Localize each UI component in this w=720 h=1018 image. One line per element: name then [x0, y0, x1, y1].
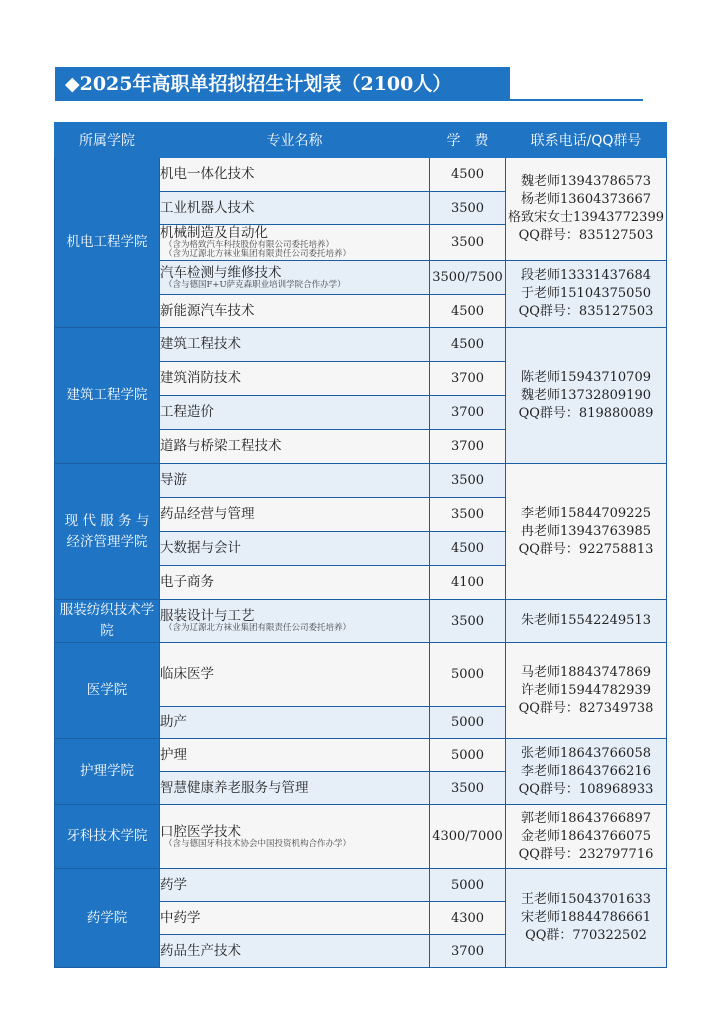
contact-line: 格致宋女士13943772399: [508, 210, 664, 225]
major-cell: [160, 192, 430, 225]
major-name: 机电一体化技术: [160, 166, 255, 182]
college-name: 护理学院: [80, 763, 134, 779]
major-name: 工业机器人技术: [160, 199, 255, 216]
major-name: 助产: [160, 714, 187, 730]
fee-cell: 3700: [430, 430, 506, 464]
college-name: 药学院: [86, 909, 128, 926]
fee-cell: 3700: [430, 362, 506, 396]
fee-cell: 5000: [430, 707, 506, 739]
contact-line: QQ群号：922758813: [518, 541, 654, 557]
major-cell: [160, 643, 430, 707]
major-name: 新能源汽车技术: [160, 302, 255, 319]
table-row: [55, 328, 667, 362]
fee-cell: 4500: [430, 295, 506, 328]
fee-cell: 4500: [430, 532, 506, 566]
fee-cell: 5000: [430, 869, 506, 902]
major-cell: [160, 396, 430, 430]
table-body: [55, 158, 667, 968]
major-name: 导游: [160, 472, 187, 488]
college-cell: [55, 328, 160, 464]
major-cell: [160, 430, 430, 464]
college-name: 牙科技术学院: [66, 828, 148, 844]
contact-cell: [506, 328, 667, 464]
header-college: 所属学院: [55, 123, 160, 158]
major-name: 建筑工程技术: [160, 336, 241, 352]
table-row: [55, 869, 667, 902]
college-cell: [55, 600, 160, 643]
major-cell: [160, 464, 430, 498]
contact-line: 郭老师18643766897: [521, 810, 651, 826]
table-row: [55, 600, 667, 643]
fee-cell: 3500: [430, 192, 506, 225]
contact-line: 朱老师15542249513: [521, 613, 651, 628]
major-name: 临床医学: [160, 666, 214, 682]
contact-line: QQ群号：827349738: [518, 700, 654, 716]
major-name: 工程造价: [160, 404, 214, 420]
major-cell: [160, 261, 430, 295]
contact-line: 李老师18643766216: [521, 763, 651, 779]
contact-line: 于老师15104375050: [521, 286, 651, 301]
fee-cell: 3500/7500: [430, 261, 506, 295]
contact-line: 冉老师13943763985: [521, 523, 651, 539]
major-cell: [160, 805, 430, 869]
contact-line: 王老师15043701633: [521, 892, 651, 907]
major-note: （含与德国牙科技术协会中国投资机构合作办学）: [164, 838, 352, 849]
contact-cell: [506, 739, 667, 805]
college-name: 经济管理学院: [66, 533, 148, 550]
header-major: 专业名称: [160, 123, 430, 158]
table-row: [55, 805, 667, 869]
college-cell: [55, 739, 160, 805]
contact-line: 宋老师18844786661: [521, 910, 651, 925]
college-name: 医学院: [86, 682, 128, 698]
college-cell: [55, 805, 160, 869]
college-cell: [55, 869, 160, 968]
enrollment-plan-table: [54, 122, 667, 968]
major-name: 中药学: [160, 909, 201, 926]
page-title: ◆2025年高职单招拟招生计划表（2100人）: [55, 67, 510, 101]
fee-cell: 4100: [430, 566, 506, 600]
contact-line: QQ群号：835127503: [518, 228, 654, 243]
college-name: 服装纺织技术学院: [59, 602, 155, 639]
header-fee: 学 费: [430, 123, 506, 158]
major-note: （含为辽源北方袜业集团有限责任公司委托培养）: [164, 623, 352, 633]
major-name: 药品生产技术: [160, 942, 241, 959]
contact-cell: [506, 805, 667, 869]
contact-line: 金老师18643766075: [521, 828, 651, 844]
contact-line: QQ群号：835127503: [518, 304, 654, 319]
major-cell: [160, 600, 430, 643]
fee-cell: 3500: [430, 772, 506, 805]
table-row: [55, 643, 667, 707]
fee-cell: 3700: [430, 935, 506, 968]
major-note: （含为辽源北方袜业集团有限责任公司委托培养）: [164, 249, 352, 259]
college-cell: [55, 464, 160, 600]
table-row: [55, 464, 667, 498]
major-cell: [160, 158, 430, 192]
major-cell: [160, 935, 430, 968]
contact-cell: [506, 869, 667, 968]
major-name: 建筑消防技术: [160, 370, 241, 386]
major-cell: [160, 902, 430, 935]
fee-cell: 4300: [430, 902, 506, 935]
contact-line: 张老师18643766058: [521, 745, 651, 761]
major-name: 电子商务: [160, 574, 214, 590]
fee-cell: 4500: [430, 158, 506, 192]
contact-line: 许老师15944782939: [521, 682, 651, 698]
college-cell: [55, 158, 160, 328]
major-name: 机械制造及自动化: [160, 225, 268, 241]
fee-cell: 3700: [430, 396, 506, 430]
major-name: 大数据与会计: [160, 540, 241, 556]
contact-line: 李老师15844709225: [521, 505, 651, 521]
fee-cell: 5000: [430, 643, 506, 707]
contact-line: 陈老师15943710709: [521, 369, 651, 385]
contact-cell: [506, 643, 667, 739]
major-note: （含与德国F+U萨克森职业培训学院合作办学）: [164, 279, 346, 290]
fee-cell: 5000: [430, 739, 506, 772]
major-name: 护理: [160, 746, 187, 763]
major-cell: [160, 362, 430, 396]
contact-line: QQ群号：819880089: [518, 405, 654, 421]
major-name: 药品经营与管理: [160, 506, 255, 522]
contact-line: 魏老师13732809190: [521, 387, 651, 403]
major-cell: [160, 707, 430, 739]
fee-cell: 4300/7000: [430, 805, 506, 869]
contact-line: 段老师13331437684: [521, 268, 651, 283]
major-cell: [160, 295, 430, 328]
major-note: （含为格致汽车科技股份有限公司委托培养）: [164, 240, 335, 250]
major-cell: [160, 532, 430, 566]
title-underline: [55, 99, 643, 101]
major-cell: [160, 869, 430, 902]
contact-line: 杨老师13604373667: [521, 192, 651, 207]
contact-line: 魏老师13943786573: [521, 174, 651, 189]
table-header-row: [55, 123, 667, 158]
major-cell: [160, 772, 430, 805]
table-row: [55, 739, 667, 772]
major-name: 服装设计与工艺: [160, 608, 255, 624]
major-cell: [160, 566, 430, 600]
fee-cell: 4500: [430, 328, 506, 362]
major-name: 药学: [160, 876, 187, 893]
major-name: 口腔医学技术: [160, 823, 241, 840]
contact-cell: [506, 158, 667, 261]
contact-line: QQ群：770322502: [525, 928, 647, 943]
contact-cell: [506, 261, 667, 328]
major-name: 汽车检测与维修技术: [160, 264, 282, 281]
major-cell: [160, 225, 430, 261]
major-cell: [160, 498, 430, 532]
major-name: 道路与桥梁工程技术: [160, 438, 282, 454]
contact-line: 马老师18843747869: [521, 664, 651, 680]
college-name: 现 代 服 务 与: [64, 512, 150, 529]
college-name: 机电工程学院: [66, 234, 148, 250]
fee-cell: 3500: [430, 225, 506, 261]
header-contact: 联系电话/QQ群号: [506, 123, 667, 158]
table-row: [55, 158, 667, 192]
college-name: 建筑工程学院: [66, 387, 148, 403]
fee-cell: 3500: [430, 464, 506, 498]
contact-line: QQ群号：232797716: [518, 846, 654, 862]
major-cell: [160, 739, 430, 772]
college-cell: [55, 643, 160, 739]
major-name: 智慧健康养老服务与管理: [160, 779, 309, 796]
contact-line: QQ群号：108968933: [518, 781, 654, 797]
contact-cell: [506, 600, 667, 643]
fee-cell: 3500: [430, 498, 506, 532]
contact-cell: [506, 464, 667, 600]
major-cell: [160, 328, 430, 362]
fee-cell: 3500: [430, 600, 506, 643]
